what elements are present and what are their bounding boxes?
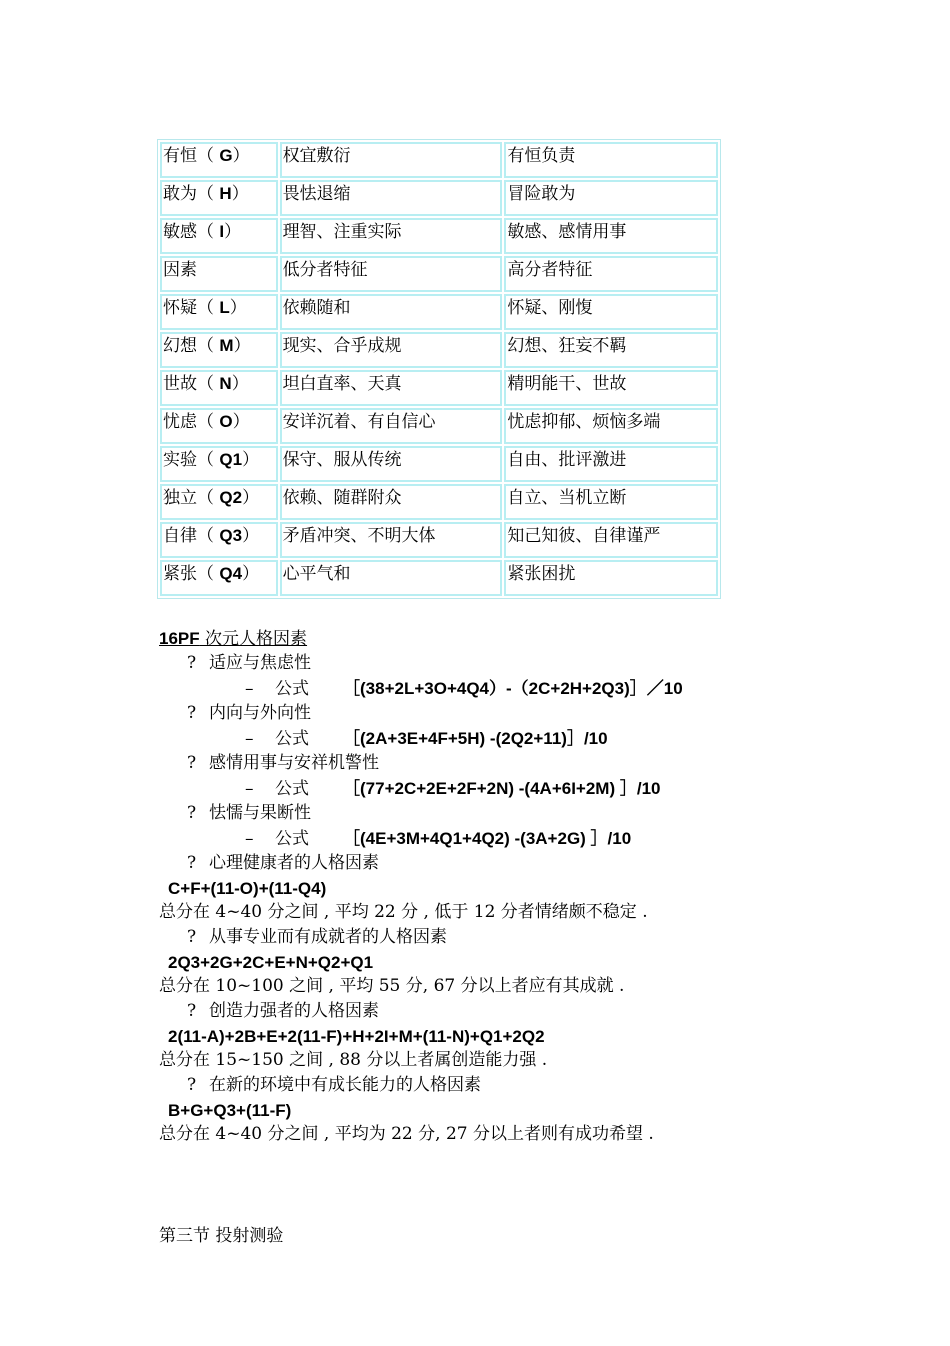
section-title: 第三节 投射测验 [159,1226,284,1246]
factor-code: N [219,374,232,393]
summary-line [159,1123,654,1145]
factor-cell [160,522,278,558]
paren-open: （ [197,526,220,546]
bullet-text: 创造力强者的人格因素 [209,1001,379,1021]
paren-close: ） [232,146,250,166]
factor-code: Q4 [219,564,243,583]
dash-mark: – [245,729,254,749]
low-score-cell: 畏怯退缩 [280,180,503,216]
bullet-mark: ? [187,927,197,947]
heading-16pf-rest: 次元人格因素 [199,629,308,649]
bullet-text: 怯懦与果断性 [209,803,311,823]
factor-code: O [219,412,233,431]
formula-line [245,778,660,800]
paren-close: ） [231,184,249,204]
bullet-text: 内向与外向性 [209,703,311,723]
bullet-item [187,1074,481,1096]
bullet-item [187,752,379,774]
paren-open: （ [197,336,220,356]
table-row [160,370,718,406]
table-row [160,142,718,178]
summary-line [159,975,624,997]
formula-label: 公式 [275,729,309,749]
bullet-mark: ? [187,803,197,823]
bullet-item [187,926,447,948]
formula-text: 2(11-A)+2B+E+2(11-F)+H+2I+M+(11-N)+Q1+2Q2 [168,1027,545,1046]
factor-cell [160,446,278,482]
bullet-item [187,702,311,724]
factor-name: 因素 [163,260,197,280]
factor-cell [160,256,278,292]
high-score-cell: 知己知彼、自律谨严 [504,522,718,558]
factor-cell [160,408,278,444]
summary-line [159,901,648,923]
summary-line [159,1049,547,1071]
table-row [160,332,718,368]
paren-open: （ [197,298,220,318]
factor-cell [160,332,278,368]
low-score-cell: 保守、服从传统 [280,446,503,482]
formula-line [245,678,683,700]
factor-code: Q2 [219,488,243,507]
formula-line [245,728,608,750]
factor-name: 敏感 [163,222,197,242]
paren-open: （ [197,450,220,470]
heading-16pf [159,628,307,650]
factor-cell [160,218,278,254]
formula-text: 2Q3+2G+2C+E+N+Q2+Q1 [168,953,374,972]
bullet-text: 在新的环境中有成长能力的人格因素 [209,1075,481,1095]
factor-name: 怀疑 [163,298,197,318]
paren-close: ） [242,450,260,470]
factor-cell [160,294,278,330]
high-score-cell: 自立、当机立断 [504,484,718,520]
formula-label: 公式 [275,779,309,799]
bullet-text: 适应与焦虑性 [209,653,311,673]
factor-name: 独立 [163,488,197,508]
paren-open: （ [197,184,220,204]
high-score-cell: 紧张困扰 [504,560,718,596]
factor-code: G [219,146,233,165]
low-score-cell: 低分者特征 [280,256,503,292]
bullet-text: 感情用事与安祥机警性 [209,753,379,773]
bullet-item [187,652,311,674]
table-row [160,446,718,482]
factor-cell [160,370,278,406]
table-row [160,294,718,330]
dash-mark: – [245,829,254,849]
factor-name: 敢为 [163,184,197,204]
table-row [160,408,718,444]
summary-text: 总分在 10~100 之间 , 平均 55 分, 67 分以上者应有其成就 . [159,976,625,996]
paren-open: （ [197,564,220,584]
factor-name: 幻想 [163,336,197,356]
factor-cell [160,180,278,216]
paren-close: ） [242,526,260,546]
factor-name: 忧虑 [163,412,197,432]
table-row [160,256,718,292]
formula-line [245,828,631,850]
high-score-cell: 幻想、狂妄不羁 [504,332,718,368]
low-score-cell: 矛盾冲突、不明大体 [280,522,503,558]
high-score-cell: 忧虑抑郁、烦恼多端 [504,408,718,444]
table-row [160,484,718,520]
high-score-cell: 冒险敢为 [504,180,718,216]
paren-open: （ [197,146,220,166]
factor-cell [160,142,278,178]
low-score-cell: 坦白直率、天真 [280,370,503,406]
low-score-cell: 依赖、随群附众 [280,484,503,520]
low-score-cell: 依赖随和 [280,294,503,330]
high-score-cell: 自由、批评激进 [504,446,718,482]
high-score-cell: 精明能干、世故 [504,370,718,406]
factor-cell [160,560,278,596]
high-score-cell: 高分者特征 [504,256,718,292]
bullet-text: 心理健康者的人格因素 [209,853,379,873]
table-row [160,522,718,558]
factor-name: 紧张 [163,564,197,584]
factor-name: 有恒 [163,146,197,166]
bullet-text: 从事专业而有成就者的人格因素 [209,927,447,947]
formula-line [168,952,373,974]
formula-text: ［(4E+3M+4Q1+4Q2) -(3A+2G) ］/10 [343,829,632,848]
factor-table-body [160,142,718,596]
dash-mark: – [245,679,254,699]
formula-label: 公式 [275,679,309,699]
formula-line [168,878,326,900]
bullet-item [187,802,311,824]
table-row [160,218,718,254]
formula-line [168,1026,545,1048]
summary-text: 总分在 15~150 之间 , 88 分以上者属创造能力强 . [159,1050,548,1070]
high-score-cell: 怀疑、刚愎 [504,294,718,330]
paren-close: ） [232,412,250,432]
factor-code: Q3 [219,526,243,545]
low-score-cell: 权宜敷衍 [280,142,503,178]
factor-code: Q1 [219,450,243,469]
factor-code: L [219,298,230,317]
paren-open: （ [197,488,220,508]
paren-close: ） [233,336,251,356]
paren-close: ） [242,564,260,584]
bullet-mark: ? [187,703,197,723]
paren-close: ） [231,374,249,394]
summary-text: 总分在 4~40 分之间 , 平均 22 分 , 低于 12 分者情绪颇不稳定 . [159,902,648,922]
factor-name: 世故 [163,374,197,394]
low-score-cell: 理智、注重实际 [280,218,503,254]
high-score-cell: 敏感、感情用事 [504,218,718,254]
formula-text: B+G+Q3+(11-F) [168,1101,292,1120]
bullet-item [187,852,379,874]
paren-close: ） [229,298,247,318]
bullet-mark: ? [187,1001,197,1021]
table-row [160,180,718,216]
bullet-mark: ? [187,853,197,873]
formula-text: C+F+(11-O)+(11-Q4) [168,879,327,898]
formula-label: 公式 [275,829,309,849]
bullet-mark: ? [187,653,197,673]
summary-text: 总分在 4~40 分之间 , 平均为 22 分, 27 分以上者则有成功希望 . [159,1124,654,1144]
formula-line [168,1100,291,1122]
factor-name: 自律 [163,526,197,546]
low-score-cell: 安详沉着、有自信心 [280,408,503,444]
paren-close: ） [242,488,260,508]
low-score-cell: 心平气和 [280,560,503,596]
bullet-mark: ? [187,1075,197,1095]
high-score-cell: 有恒负责 [504,142,718,178]
bullet-mark: ? [187,753,197,773]
factor-code: H [219,184,232,203]
formula-text: ［(77+2C+2E+2F+2N) -(4A+6I+2M) ］/10 [343,779,661,798]
paren-open: （ [197,374,220,394]
factor-code: M [219,336,234,355]
factor-code: I [219,222,225,241]
factor-name: 实验 [163,450,197,470]
formula-text: ［(2A+3E+4F+5H) -(2Q2+11)］/10 [343,729,608,748]
paren-open: （ [197,222,220,242]
paren-open: （ [197,412,220,432]
table-row [160,560,718,596]
formula-text: ［(38+2L+3O+4Q4）-（2C+2H+2Q3)］／10 [343,679,683,698]
bullet-item [187,1000,379,1022]
factor-table [157,139,721,599]
low-score-cell: 现实、合乎成规 [280,332,503,368]
factor-cell [160,484,278,520]
heading-16pf-bold: 16PF [159,629,200,648]
dash-mark: – [245,779,254,799]
paren-close: ） [224,222,242,242]
